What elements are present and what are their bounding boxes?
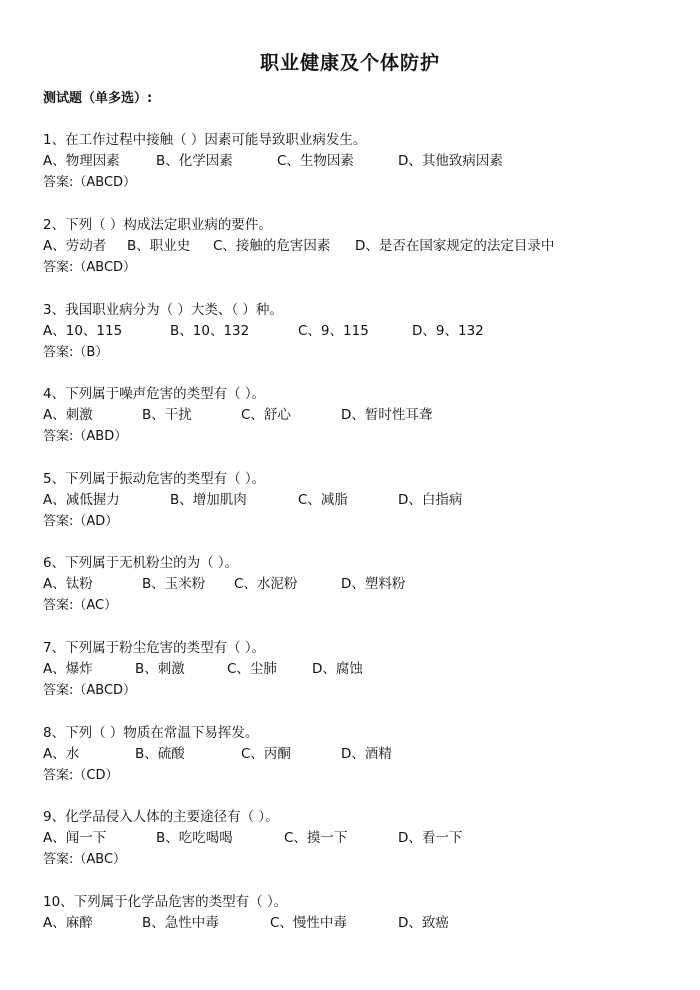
- question-text: 1、在工作过程中接触（ ）因素可能导致职业病发生。: [43, 132, 367, 148]
- options-row: [43, 572, 663, 592]
- option-c: C、慢性中毒: [270, 915, 347, 931]
- question-text: 10、下列属于化学品危害的类型有（ ）。: [43, 894, 288, 910]
- answer-text: 答案:（ABD）: [43, 429, 128, 444]
- options-row: [43, 234, 663, 254]
- option-a: A、爆炸: [43, 661, 93, 677]
- option-c: C、水泥粉: [234, 576, 298, 592]
- option-b: B、职业史: [127, 238, 191, 254]
- option-a: A、钛粉: [43, 576, 93, 592]
- option-a: A、减低握力: [43, 492, 120, 508]
- option-c: C、接触的危害因素: [213, 238, 331, 254]
- question-text: 6、下列属于无机粉尘的为（ ）。: [43, 555, 239, 571]
- option-c: C、舒心: [241, 407, 291, 423]
- option-a: A、物理因素: [43, 153, 120, 169]
- options-row: [43, 826, 663, 846]
- answer-text: 答案:（ABCD）: [43, 175, 137, 190]
- option-b: B、增加肌肉: [170, 492, 247, 508]
- option-b: B、吃吃喝喝: [156, 830, 233, 846]
- option-d: D、9、132: [412, 323, 484, 339]
- answer-text: 答案:（CD）: [43, 768, 119, 783]
- section-subtitle: 测试题（单多选）:: [43, 91, 153, 106]
- question-text: 4、下列属于噪声危害的类型有（ ）。: [43, 386, 266, 402]
- option-c: C、丙酮: [241, 746, 291, 762]
- option-a: A、水: [43, 746, 80, 762]
- answer-text: 答案:（ABC）: [43, 852, 127, 867]
- option-d: D、塑料粉: [341, 576, 406, 592]
- answer-text: 答案:（ABCD）: [43, 683, 137, 698]
- option-d: D、暂时性耳聋: [341, 407, 433, 423]
- option-a: A、10、115: [43, 323, 123, 339]
- answer-text: 答案:（B）: [43, 345, 109, 360]
- option-d: D、是否在国家规定的法定目录中: [355, 238, 555, 254]
- options-row: [43, 319, 663, 339]
- options-row: [43, 488, 663, 508]
- options-row: [43, 911, 663, 931]
- options-row: [43, 149, 663, 169]
- option-b: B、刺激: [135, 661, 185, 677]
- options-row: [43, 403, 663, 423]
- question-text: 3、我国职业病分为（ ）大类、（ ）种。: [43, 302, 283, 318]
- option-a: A、劳动者: [43, 238, 107, 254]
- question-text: 8、下列（ ）物质在常温下易挥发。: [43, 725, 259, 741]
- option-c: C、9、115: [298, 323, 369, 339]
- option-d: D、其他致病因素: [398, 153, 503, 169]
- option-b: B、玉米粉: [142, 576, 206, 592]
- answer-text: 答案:（AC）: [43, 598, 118, 613]
- question-text: 9、化学品侵入人体的主要途径有（ ）。: [43, 809, 279, 825]
- option-d: D、白指病: [398, 492, 463, 508]
- answer-text: 答案:（AD）: [43, 514, 119, 529]
- option-d: D、酒精: [341, 746, 392, 762]
- option-a: A、刺激: [43, 407, 93, 423]
- option-b: B、硫酸: [135, 746, 185, 762]
- option-d: D、看一下: [398, 830, 463, 846]
- page-title: 职业健康及个体防护: [259, 52, 440, 74]
- option-a: A、麻醉: [43, 915, 93, 931]
- options-row: [43, 657, 663, 677]
- option-c: C、摸一下: [284, 830, 348, 846]
- question-text: 7、下列属于粉尘危害的类型有（ ）。: [43, 640, 266, 656]
- answer-text: 答案:（ABCD）: [43, 260, 137, 275]
- question-text: 2、下列（ ）构成法定职业病的要件。: [43, 217, 272, 233]
- option-a: A、闻一下: [43, 830, 107, 846]
- option-c: C、生物因素: [277, 153, 354, 169]
- option-c: C、减脂: [298, 492, 348, 508]
- question-text: 5、下列属于振动危害的类型有（ ）。: [43, 471, 266, 487]
- option-d: D、腐蚀: [312, 661, 363, 677]
- option-b: B、急性中毒: [142, 915, 219, 931]
- option-b: B、干扰: [142, 407, 192, 423]
- option-c: C、尘肺: [227, 661, 277, 677]
- options-row: [43, 742, 663, 762]
- option-d: D、致癌: [398, 915, 449, 931]
- option-b: B、10、132: [170, 323, 250, 339]
- option-b: B、化学因素: [156, 153, 233, 169]
